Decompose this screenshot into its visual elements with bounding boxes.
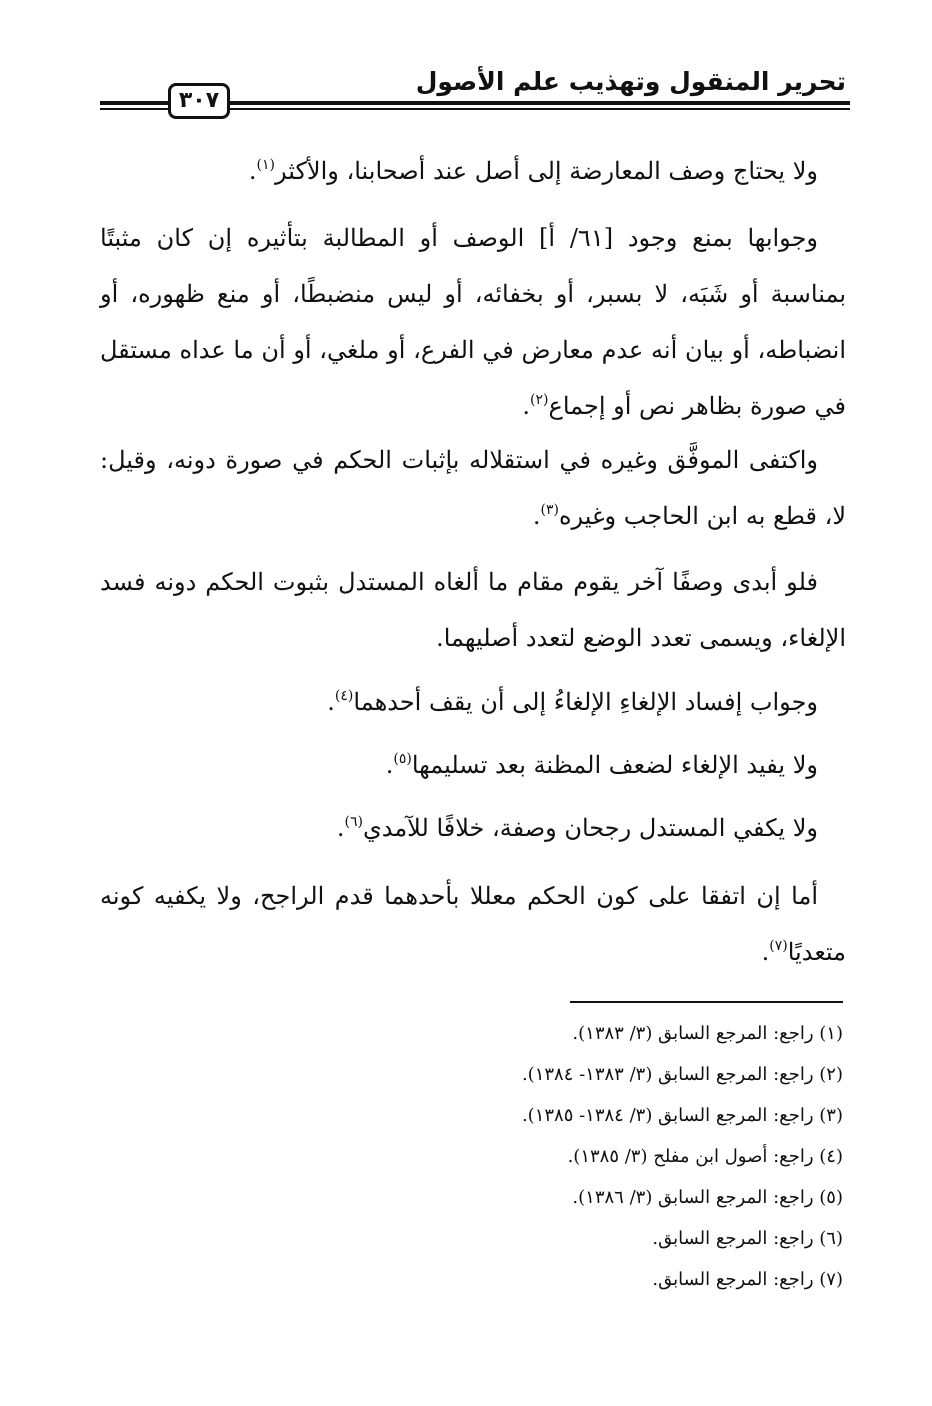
- paragraph-1: [100, 143, 846, 199]
- period: .: [761, 938, 770, 966]
- footnote-1: (١) راجع: المرجع السابق (٣/ ١٣٨٣).: [572, 1023, 843, 1044]
- paragraph-2: [100, 210, 846, 434]
- paragraph-4: فلو أبدى وصفًا آخر يقوم مقام ما ألغاه المستدل بثبوت الحكم دونه فسد الإلغاء، ويسمى تعدد الوضع لتعدد أصليهما.: [100, 568, 846, 652]
- footnote-6: (٦) راجع: المرجع السابق.: [652, 1228, 843, 1249]
- period: .: [385, 751, 394, 779]
- paragraph-6: [100, 737, 846, 793]
- paragraph-5: [100, 674, 846, 730]
- running-title: تحرير المنقول وتهذيب علم الأصول: [415, 67, 846, 96]
- paragraph-1-text: ولا يحتاج وصف المعارضة إلى أصل عند أصحابنا، والأكثر: [275, 157, 818, 185]
- period: .: [532, 502, 541, 530]
- paragraph-3: [100, 432, 846, 544]
- footnote-ref-2: (٢): [530, 392, 549, 408]
- footnote-4: (٤) راجع: أصول ابن مفلح (٣/ ١٣٨٥).: [567, 1146, 843, 1167]
- page-header: [100, 62, 850, 122]
- paragraph-5-text: وجواب إفساد الإلغاءِ الإلغاءُ إلى أن يقف أحدهما: [353, 688, 818, 716]
- footnote-separator: [570, 1001, 843, 1003]
- footnote-5: (٥) راجع: المرجع السابق (٣/ ١٣٨٦).: [572, 1187, 843, 1208]
- footnote-ref-1: (١): [256, 157, 276, 173]
- period: .: [522, 392, 531, 420]
- main-text: [100, 143, 846, 199]
- footnotes: [300, 1013, 843, 1300]
- period: .: [327, 688, 335, 716]
- footnote-ref-4: (٤): [334, 688, 354, 704]
- footnote-ref-6: (٦): [344, 814, 363, 830]
- period: .: [248, 157, 257, 185]
- paragraph-6-text: ولا يفيد الإلغاء لضعف المظنة بعد تسليمها: [411, 751, 818, 779]
- footnote-ref-3: (٣): [540, 502, 559, 518]
- paragraph-7-text: ولا يكفي المستدل رجحان وصفة، خلافًا للآمدي: [362, 814, 818, 842]
- main-text-2: [100, 210, 846, 434]
- footnote-3: (٣) راجع: المرجع السابق (٣/ ١٣٨٤- ١٣٨٥).: [521, 1105, 843, 1126]
- main-text-8: [100, 868, 846, 980]
- main-text-3: [100, 432, 846, 544]
- paragraph-7: [100, 800, 846, 856]
- main-text-5: [100, 674, 846, 730]
- footnote-7: (٧) راجع: المرجع السابق.: [652, 1269, 843, 1290]
- paragraph-3-text: واكتفى الموفَّق وغيره في استقلاله بإثبات الحكم في صورة دونه، وقيل: لا، قطع به ابن الحاجب وغيره: [100, 446, 846, 530]
- page-number: ٣٠٧: [168, 83, 230, 119]
- paragraph-8: [100, 868, 846, 980]
- footnote-2: (٢) راجع: المرجع السابق (٣/ ١٣٨٣- ١٣٨٤).: [521, 1064, 843, 1085]
- paragraph-8-text: أما إن اتفقا على كون الحكم معللا بأحدهما قدم الراجح، ولا يكفيه كونه متعديًا: [100, 882, 846, 966]
- period: .: [336, 814, 345, 842]
- footnote-ref-5: (٥): [393, 751, 412, 767]
- main-text-7: [100, 800, 846, 856]
- paragraph-2-text: وجوابها بمنع وجود [٦١/ أ] الوصف أو المطالبة بتأثيره إن كان مثبتًا بمناسبة أو شَبَه، لا بسبر، أو بخفائه، أو ليس منضبطًا، أو منع ظهوره، أو انضباطه، أو بيان أنه عدم معارض في الفرع، أو ملغي، أو أن ما عداه مستقل في صورة بظاهر نص أو إجماع: [100, 224, 846, 420]
- footnote-ref-7: (٧): [769, 938, 788, 954]
- main-text-6: [100, 737, 846, 793]
- main-text-4: [100, 554, 846, 666]
